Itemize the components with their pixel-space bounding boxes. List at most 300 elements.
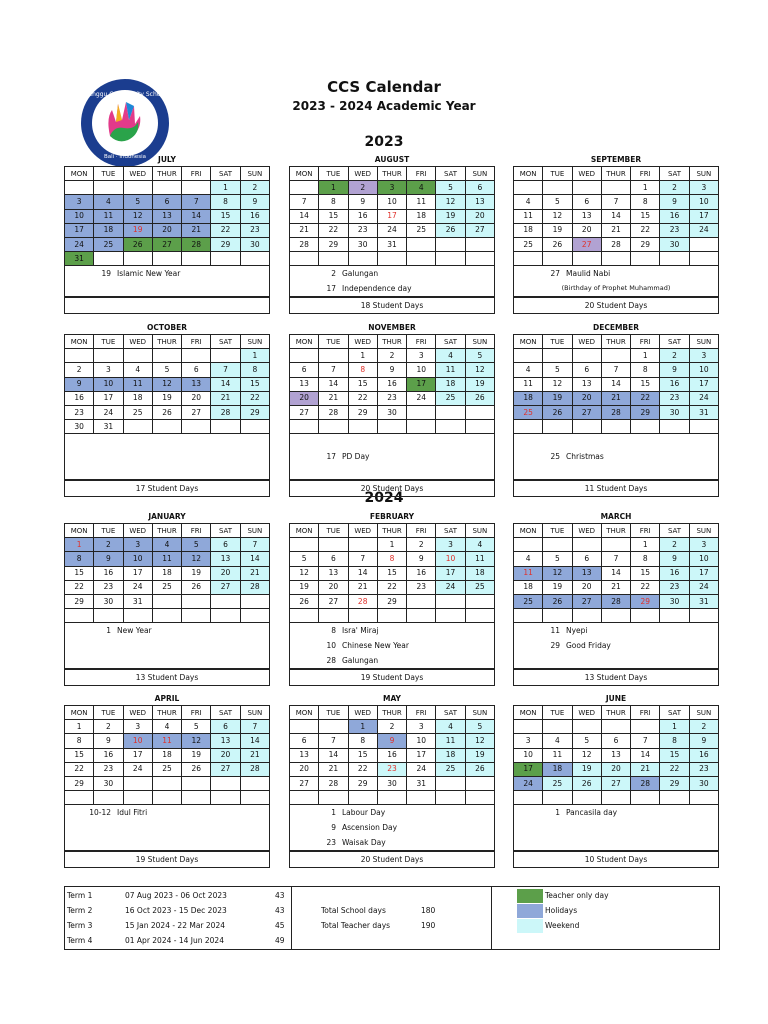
weekday-header: MON: [514, 167, 543, 181]
day-cell: [240, 791, 269, 805]
day-cell: [240, 776, 269, 790]
note-text: Labour Day: [342, 808, 386, 818]
weekday-header: SAT: [211, 524, 240, 538]
day-cell: 25: [152, 580, 181, 594]
student-days: [64, 297, 270, 314]
day-cell: [601, 791, 630, 805]
day-cell: [514, 181, 543, 195]
day-cell: [123, 609, 152, 623]
day-cell: 6: [465, 181, 494, 195]
day-cell: 9: [240, 195, 269, 209]
day-cell: [240, 252, 269, 266]
day-cell: [182, 609, 211, 623]
weekday-header: SAT: [436, 335, 465, 349]
day-cell: [601, 720, 630, 734]
day-cell: 27: [182, 405, 211, 419]
week-row: [290, 209, 495, 223]
student-days: 19 Student Days: [289, 669, 495, 686]
day-cell: [572, 181, 601, 195]
day-cell: [123, 349, 152, 363]
day-cell: 28: [290, 237, 319, 251]
day-cell: 15: [660, 748, 689, 762]
day-cell: [290, 420, 319, 434]
day-cell: [601, 609, 630, 623]
day-cell: 19: [182, 566, 211, 580]
week-row: [290, 791, 495, 805]
weekday-header: THUR: [377, 167, 406, 181]
day-cell: 15: [240, 377, 269, 391]
month-table: [64, 166, 270, 266]
day-cell: 26: [465, 762, 494, 776]
weekday-header: SAT: [436, 167, 465, 181]
month-august: [289, 154, 495, 314]
day-cell: 21: [240, 566, 269, 580]
week-row: [514, 776, 719, 790]
weekday-header: THUR: [152, 335, 181, 349]
day-cell: 27: [290, 776, 319, 790]
day-cell: 1: [631, 181, 660, 195]
day-cell: 8: [65, 734, 94, 748]
week-row: [65, 391, 270, 405]
day-cell: 12: [543, 377, 572, 391]
day-cell: 8: [348, 363, 377, 377]
day-cell: 16: [407, 566, 436, 580]
day-cell: 6: [319, 552, 348, 566]
weekday-header: MON: [514, 524, 543, 538]
weekday-header: WED: [348, 167, 377, 181]
day-cell: [290, 538, 319, 552]
month-table: [513, 705, 719, 805]
day-cell: [572, 609, 601, 623]
day-cell: 1: [240, 349, 269, 363]
note-text: Ascension Day: [342, 823, 398, 833]
day-cell: 3: [436, 538, 465, 552]
week-row: [514, 734, 719, 748]
day-cell: 11: [123, 377, 152, 391]
note-row: [65, 805, 269, 820]
day-cell: 12: [465, 734, 494, 748]
day-cell: 19: [543, 391, 572, 405]
day-cell: [348, 252, 377, 266]
day-cell: [601, 420, 630, 434]
day-cell: 18: [514, 580, 543, 594]
day-cell: [436, 594, 465, 608]
day-cell: 1: [319, 181, 348, 195]
note-text: Chinese New Year: [342, 641, 409, 651]
weekday-header: FRI: [407, 706, 436, 720]
day-cell: 9: [407, 552, 436, 566]
weekday-header: THUR: [377, 706, 406, 720]
total-teacher-value: 190: [421, 921, 436, 930]
day-cell: 31: [689, 405, 718, 419]
weekday-header: WED: [572, 335, 601, 349]
day-cell: 22: [631, 223, 660, 237]
day-cell: 6: [211, 720, 240, 734]
day-cell: [290, 349, 319, 363]
note-row: [290, 266, 494, 281]
note-row: [290, 281, 494, 296]
day-cell: 8: [348, 734, 377, 748]
day-cell: [65, 181, 94, 195]
day-cell: 21: [182, 223, 211, 237]
day-cell: [572, 791, 601, 805]
weekday-header: THUR: [601, 524, 630, 538]
week-row: [65, 538, 270, 552]
note-row: [514, 434, 718, 449]
day-cell: 22: [240, 391, 269, 405]
year-heading-2024: 2024: [364, 490, 404, 506]
note-date: 1: [106, 626, 111, 636]
term-days: 45: [275, 921, 285, 930]
day-cell: 21: [601, 391, 630, 405]
day-cell: [123, 181, 152, 195]
term-range: 15 Jan 2024 - 22 Mar 2024: [125, 921, 225, 930]
day-cell: 17: [65, 223, 94, 237]
day-cell: [543, 720, 572, 734]
day-cell: 30: [660, 405, 689, 419]
day-cell: 2: [377, 720, 406, 734]
week-row: [514, 195, 719, 209]
week-row: [65, 420, 270, 434]
day-cell: 26: [182, 580, 211, 594]
day-cell: 8: [240, 363, 269, 377]
day-cell: 12: [182, 734, 211, 748]
day-cell: 2: [94, 720, 123, 734]
day-cell: 28: [240, 762, 269, 776]
month-notes: [289, 266, 495, 297]
weekday-header: SUN: [465, 706, 494, 720]
note-text: Isra' Miraj: [342, 626, 379, 636]
month-table: [289, 705, 495, 805]
summary-box: [64, 886, 720, 950]
weekday-header: SUN: [689, 167, 718, 181]
day-cell: 13: [572, 566, 601, 580]
day-cell: 22: [631, 580, 660, 594]
day-cell: 5: [465, 720, 494, 734]
day-cell: 22: [65, 580, 94, 594]
student-days: 18 Student Days: [289, 297, 495, 314]
weekday-header: SUN: [465, 335, 494, 349]
note-date: 9: [331, 823, 336, 833]
day-cell: 28: [348, 594, 377, 608]
month-name: MAY: [383, 694, 401, 703]
day-cell: 28: [631, 776, 660, 790]
day-cell: 18: [543, 762, 572, 776]
month-name: JANUARY: [148, 512, 186, 521]
weekday-header: SUN: [240, 524, 269, 538]
day-cell: 19: [572, 762, 601, 776]
day-cell: 3: [689, 181, 718, 195]
day-cell: 31: [94, 420, 123, 434]
weekday-header: SAT: [660, 167, 689, 181]
weekday-header: MON: [290, 706, 319, 720]
weekday-header: TUE: [94, 167, 123, 181]
day-cell: [152, 776, 181, 790]
day-cell: 6: [572, 195, 601, 209]
day-cell: 3: [689, 349, 718, 363]
day-cell: 31: [123, 594, 152, 608]
day-cell: [543, 538, 572, 552]
day-cell: 25: [465, 580, 494, 594]
weekday-header: SAT: [660, 524, 689, 538]
day-cell: 14: [601, 566, 630, 580]
day-cell: [182, 181, 211, 195]
month-january: [64, 511, 270, 686]
day-cell: [660, 420, 689, 434]
day-cell: 7: [319, 734, 348, 748]
weekday-header: FRI: [182, 524, 211, 538]
day-cell: 29: [65, 594, 94, 608]
week-row: [65, 748, 270, 762]
day-cell: [436, 405, 465, 419]
day-cell: 17: [689, 377, 718, 391]
day-cell: 13: [290, 748, 319, 762]
day-cell: [123, 776, 152, 790]
day-cell: 1: [348, 349, 377, 363]
day-cell: [348, 538, 377, 552]
day-cell: 21: [211, 391, 240, 405]
week-row: [514, 223, 719, 237]
day-cell: 4: [407, 181, 436, 195]
day-cell: [319, 791, 348, 805]
legend-swatch: [517, 919, 543, 933]
day-cell: 8: [377, 552, 406, 566]
month-table: [513, 166, 719, 266]
day-cell: [543, 791, 572, 805]
day-cell: 20: [290, 762, 319, 776]
note-date: 29: [550, 641, 560, 651]
day-cell: [407, 237, 436, 251]
week-row: [65, 734, 270, 748]
month-name: SEPTEMBER: [590, 155, 642, 164]
weekday-header: TUE: [543, 524, 572, 538]
day-cell: 6: [182, 363, 211, 377]
day-cell: [182, 420, 211, 434]
weekday-header: WED: [123, 167, 152, 181]
day-cell: 26: [152, 405, 181, 419]
day-cell: [631, 252, 660, 266]
day-cell: 9: [348, 195, 377, 209]
day-cell: 23: [377, 391, 406, 405]
day-cell: [348, 609, 377, 623]
month-table: [64, 705, 270, 805]
weekday-header: WED: [348, 524, 377, 538]
day-cell: 2: [407, 538, 436, 552]
day-cell: [436, 609, 465, 623]
week-row: [514, 349, 719, 363]
day-cell: 12: [572, 748, 601, 762]
weekday-header: SAT: [211, 706, 240, 720]
week-row: [290, 776, 495, 790]
weekday-header: MON: [514, 335, 543, 349]
weekday-header: TUE: [94, 524, 123, 538]
day-cell: 24: [123, 580, 152, 594]
note-date: 17: [326, 452, 336, 462]
day-cell: 13: [601, 748, 630, 762]
day-cell: 14: [182, 209, 211, 223]
note-row: [290, 623, 494, 638]
note-text: Galungan: [342, 269, 379, 279]
month-june: [513, 693, 719, 868]
note-row: [514, 449, 718, 464]
day-cell: 22: [65, 762, 94, 776]
week-row: [514, 791, 719, 805]
day-cell: 2: [689, 720, 718, 734]
student-days: 13 Student Days: [64, 669, 270, 686]
day-cell: 30: [689, 776, 718, 790]
day-cell: [631, 720, 660, 734]
day-cell: [514, 420, 543, 434]
weekday-header: SUN: [465, 524, 494, 538]
week-row: [514, 209, 719, 223]
day-cell: 1: [377, 538, 406, 552]
day-cell: 14: [211, 377, 240, 391]
day-cell: 16: [660, 566, 689, 580]
day-cell: [407, 405, 436, 419]
day-cell: 31: [377, 237, 406, 251]
day-cell: [123, 252, 152, 266]
day-cell: 4: [514, 195, 543, 209]
day-cell: 23: [660, 391, 689, 405]
week-row: [290, 748, 495, 762]
weekday-header: SUN: [240, 335, 269, 349]
term-days: 43: [275, 891, 285, 900]
day-cell: 25: [514, 405, 543, 419]
day-cell: [514, 538, 543, 552]
month-notes: [289, 805, 495, 851]
weekday-header: TUE: [543, 335, 572, 349]
day-cell: 29: [631, 237, 660, 251]
student-days: 19 Student Days: [64, 851, 270, 868]
day-cell: 6: [152, 195, 181, 209]
day-cell: 3: [407, 349, 436, 363]
day-cell: 7: [631, 734, 660, 748]
weekday-header: SUN: [689, 706, 718, 720]
week-row: [514, 237, 719, 251]
day-cell: 11: [436, 363, 465, 377]
day-cell: 11: [543, 748, 572, 762]
month-name: JULY: [158, 155, 176, 164]
day-cell: [152, 181, 181, 195]
month-name: AUGUST: [374, 155, 410, 164]
note-date: 1: [555, 808, 560, 818]
day-cell: 29: [348, 405, 377, 419]
day-cell: 19: [182, 748, 211, 762]
weekday-header: SAT: [660, 335, 689, 349]
day-cell: 14: [631, 748, 660, 762]
day-cell: 24: [123, 762, 152, 776]
day-cell: 10: [689, 552, 718, 566]
day-cell: 29: [65, 776, 94, 790]
day-cell: [152, 609, 181, 623]
day-cell: [65, 791, 94, 805]
week-row: [514, 252, 719, 266]
day-cell: 8: [319, 195, 348, 209]
note-text: Idul Fitri: [117, 808, 148, 818]
month-table: [289, 523, 495, 623]
day-cell: 27: [572, 405, 601, 419]
day-cell: 30: [94, 776, 123, 790]
week-row: [290, 223, 495, 237]
day-cell: 7: [211, 363, 240, 377]
day-cell: [377, 791, 406, 805]
day-cell: [348, 791, 377, 805]
week-row: [290, 363, 495, 377]
day-cell: 29: [319, 237, 348, 251]
note-text: Galungan: [342, 656, 379, 666]
note-date: 8: [331, 626, 336, 636]
day-cell: 11: [152, 734, 181, 748]
legend-label: Weekend: [545, 921, 580, 930]
day-cell: 15: [348, 748, 377, 762]
month-notes: [513, 623, 719, 669]
day-cell: 4: [436, 349, 465, 363]
day-cell: 24: [689, 223, 718, 237]
day-cell: 13: [290, 377, 319, 391]
day-cell: 28: [601, 594, 630, 608]
day-cell: 28: [319, 776, 348, 790]
day-cell: 21: [319, 391, 348, 405]
day-cell: 7: [601, 195, 630, 209]
day-cell: 22: [660, 762, 689, 776]
day-cell: [660, 252, 689, 266]
week-row: [65, 594, 270, 608]
day-cell: 17: [436, 566, 465, 580]
day-cell: 30: [660, 594, 689, 608]
week-row: [65, 609, 270, 623]
page-subtitle: 2023 - 2024 Academic Year: [292, 99, 476, 113]
day-cell: 16: [660, 209, 689, 223]
week-row: [290, 538, 495, 552]
weekday-header: SUN: [240, 167, 269, 181]
week-row: [290, 377, 495, 391]
week-row: [290, 349, 495, 363]
day-cell: 25: [436, 391, 465, 405]
term-days: 49: [275, 936, 285, 945]
day-cell: 4: [152, 720, 181, 734]
note-text: PD Day: [342, 452, 370, 462]
week-row: [290, 566, 495, 580]
day-cell: 13: [182, 377, 211, 391]
day-cell: 17: [514, 762, 543, 776]
student-days: 10 Student Days: [513, 851, 719, 868]
day-cell: 5: [436, 181, 465, 195]
day-cell: 6: [290, 363, 319, 377]
day-cell: [211, 252, 240, 266]
day-cell: 27: [211, 580, 240, 594]
week-row: [514, 538, 719, 552]
week-row: [514, 181, 719, 195]
day-cell: 13: [211, 734, 240, 748]
weekday-header: MON: [290, 167, 319, 181]
day-cell: 5: [543, 195, 572, 209]
day-cell: 9: [94, 552, 123, 566]
day-cell: 26: [290, 594, 319, 608]
day-cell: 16: [240, 209, 269, 223]
day-cell: 27: [152, 237, 181, 251]
weekday-header: MON: [290, 335, 319, 349]
day-cell: 15: [211, 209, 240, 223]
week-row: [514, 391, 719, 405]
weekday-header: FRI: [407, 335, 436, 349]
day-cell: 25: [94, 237, 123, 251]
weekday-header: WED: [572, 524, 601, 538]
day-cell: [123, 420, 152, 434]
day-cell: [465, 776, 494, 790]
day-cell: 23: [660, 223, 689, 237]
note-subtext: (Birthday of Prophet Muhammad): [561, 284, 671, 293]
day-cell: 7: [348, 552, 377, 566]
